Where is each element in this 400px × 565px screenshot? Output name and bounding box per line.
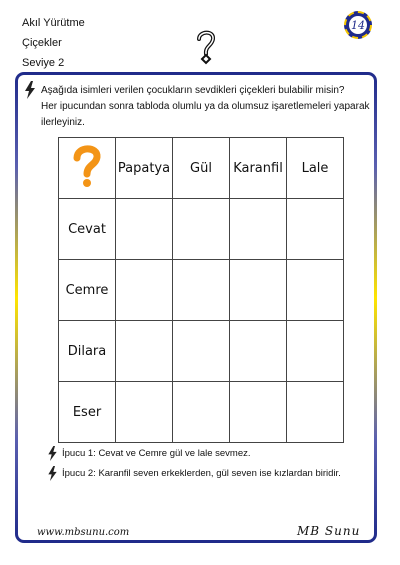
grid-header-row — [59, 138, 344, 199]
lightning-icon — [47, 446, 58, 461]
instruction-line: Her ipucundan sonra tabloda olumlu ya da olumsuz işaretlemeleri yaparak — [41, 101, 370, 112]
grid-cell[interactable] — [116, 199, 173, 260]
lightning-icon — [24, 81, 36, 99]
grid-cell[interactable] — [116, 260, 173, 321]
grid-cell[interactable] — [287, 260, 344, 321]
logic-grid — [58, 137, 344, 443]
hint-2: İpucu 2: Karanfil seven erkeklerden, gül seven ise kızlardan biridir. — [62, 468, 341, 479]
level-label: Seviye 2 — [22, 57, 65, 69]
topic-label: Akıl Yürütme — [22, 17, 85, 29]
grid-cell[interactable] — [173, 321, 230, 382]
row-header-eser: Eser — [59, 382, 116, 443]
grid-cell[interactable] — [287, 382, 344, 443]
grid-cell[interactable] — [230, 260, 287, 321]
grid-cell[interactable] — [116, 321, 173, 382]
page-number: 14 — [349, 16, 367, 34]
question-mark-icon — [72, 144, 102, 188]
grid-cell[interactable] — [173, 382, 230, 443]
grid-corner-cell — [59, 138, 116, 199]
website-label: www.mbsunu.com — [37, 527, 130, 538]
grid-row — [59, 199, 344, 260]
brand-signature: MB Sunu — [297, 524, 361, 538]
hint-1: İpucu 1: Cevat ve Cemre gül ve lale sevmez. — [62, 448, 251, 459]
grid-cell[interactable] — [287, 321, 344, 382]
row-header-dilara: Dilara — [59, 321, 116, 382]
grid-cell[interactable] — [230, 321, 287, 382]
grid-cell[interactable] — [173, 260, 230, 321]
column-header-gul: Gül — [173, 138, 230, 199]
question-mark-icon — [195, 28, 217, 68]
row-header-cemre: Cemre — [59, 260, 116, 321]
lightning-icon — [47, 466, 58, 481]
grid-cell[interactable] — [116, 382, 173, 443]
column-header-karanfil: Karanfil — [230, 138, 287, 199]
grid-row — [59, 260, 344, 321]
grid-row — [59, 382, 344, 443]
subject-label: Çiçekler — [22, 37, 62, 49]
instruction-line: ilerleyiniz. — [41, 117, 85, 128]
grid-cell[interactable] — [230, 382, 287, 443]
instruction-line: Aşağıda isimleri verilen çocukların sevdikleri çiçekleri bulabilir misin? — [41, 85, 345, 96]
instructions — [41, 83, 371, 131]
page-number-badge — [344, 11, 372, 39]
column-header-lale: Lale — [287, 138, 344, 199]
grid-cell[interactable] — [173, 199, 230, 260]
grid-row — [59, 321, 344, 382]
grid-cell[interactable] — [230, 199, 287, 260]
grid-cell[interactable] — [287, 199, 344, 260]
column-header-papatya: Papatya — [116, 138, 173, 199]
row-header-cevat: Cevat — [59, 199, 116, 260]
